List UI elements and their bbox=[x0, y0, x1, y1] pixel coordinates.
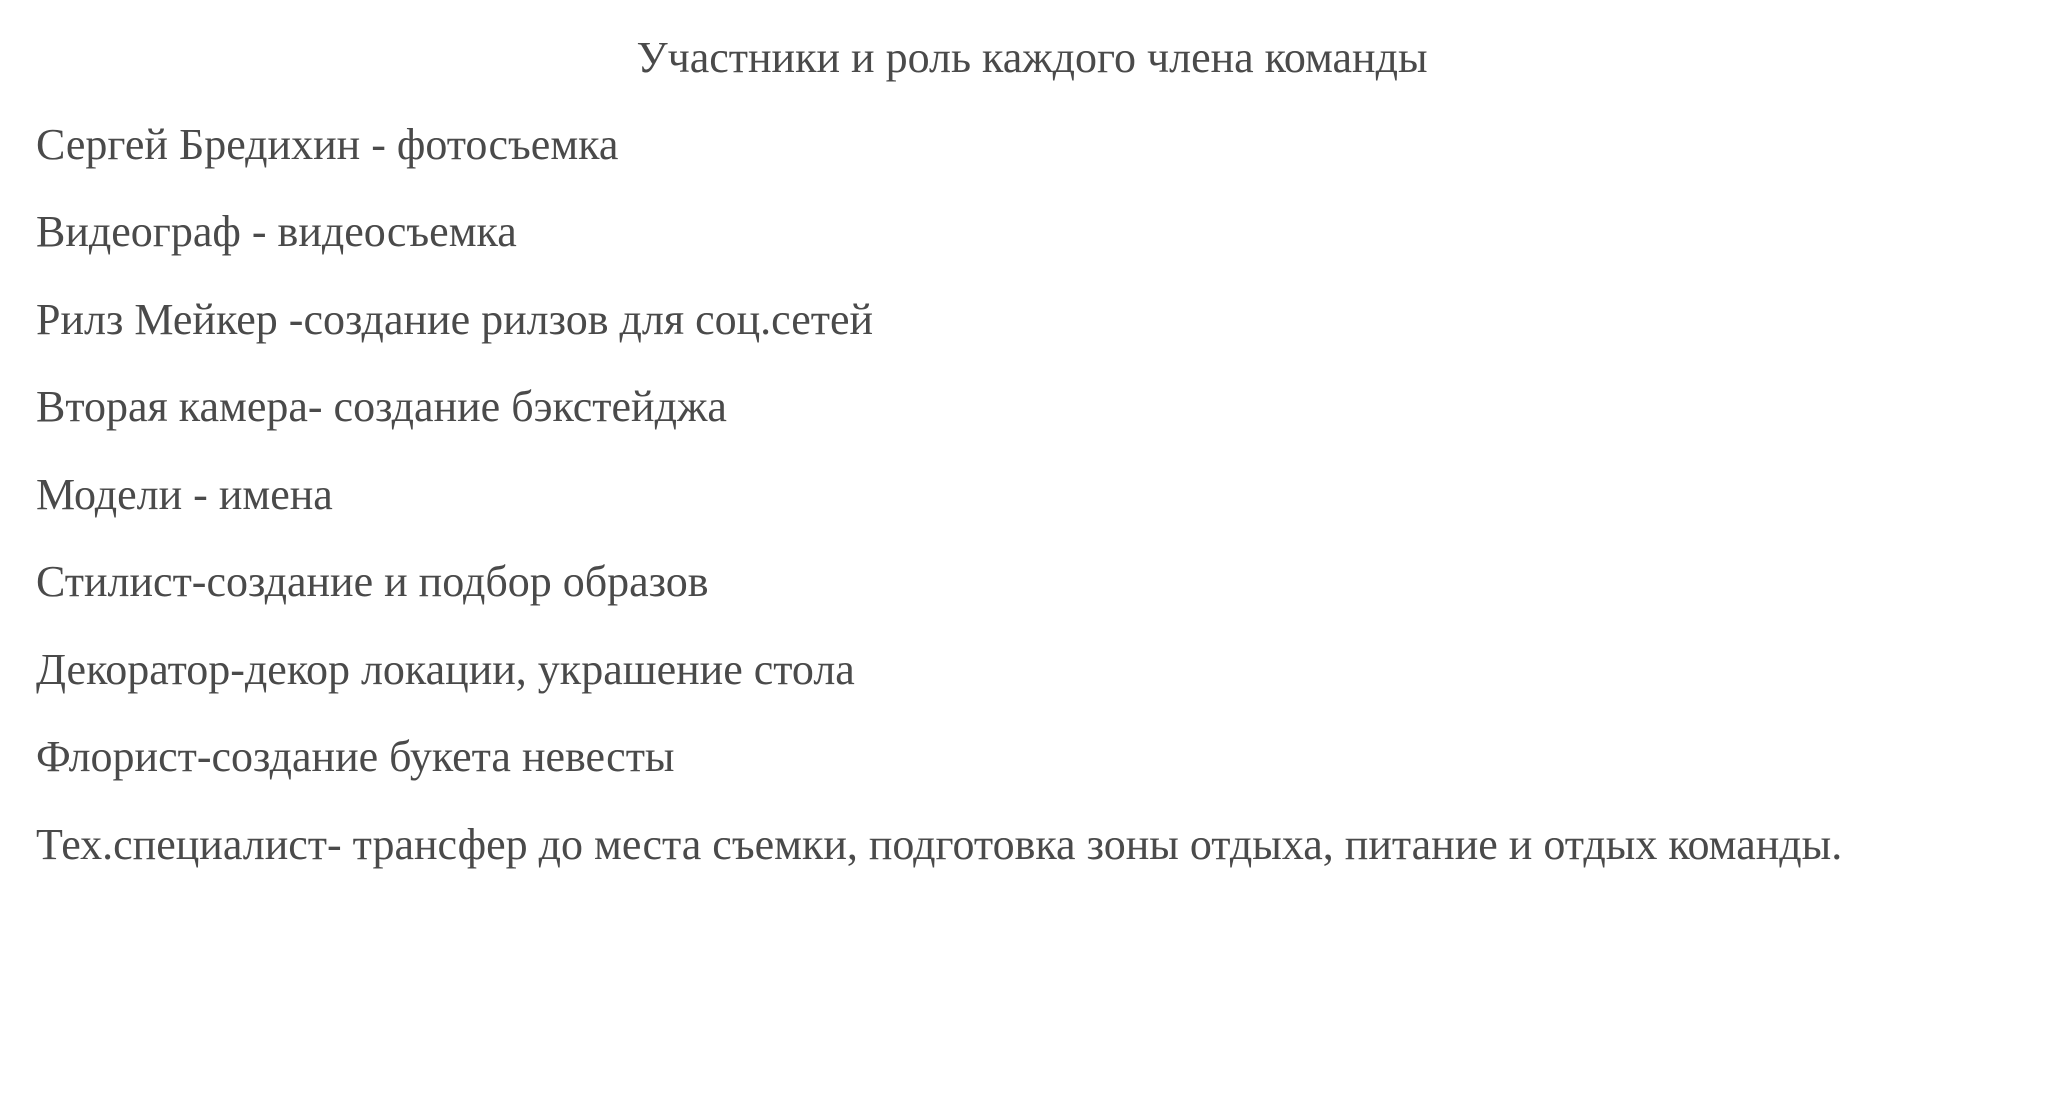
list-item: Тех.специалист- трансфер до места съемки, подготовка зоны отдыха, питание и отдых команды. bbox=[36, 820, 1843, 869]
list-item: Модели - имена bbox=[36, 470, 333, 519]
page-title: Участники и роль каждого члена команды bbox=[636, 33, 1428, 82]
list-item: Декоратор-декор локации, украшение стола bbox=[36, 645, 855, 694]
list-item: Сергей Бредихин - фотосъемка bbox=[36, 120, 619, 169]
list-item: Рилз Мейкер -создание рилзов для соц.сетей bbox=[36, 295, 874, 344]
list-item: Стилист-создание и подбор образов bbox=[36, 557, 709, 606]
list-item: Видеограф - видеосъемка bbox=[36, 207, 517, 256]
list-item: Вторая камера- создание бэкстейджа bbox=[36, 382, 727, 431]
list-item: Флорист-создание букета невесты bbox=[36, 732, 675, 781]
